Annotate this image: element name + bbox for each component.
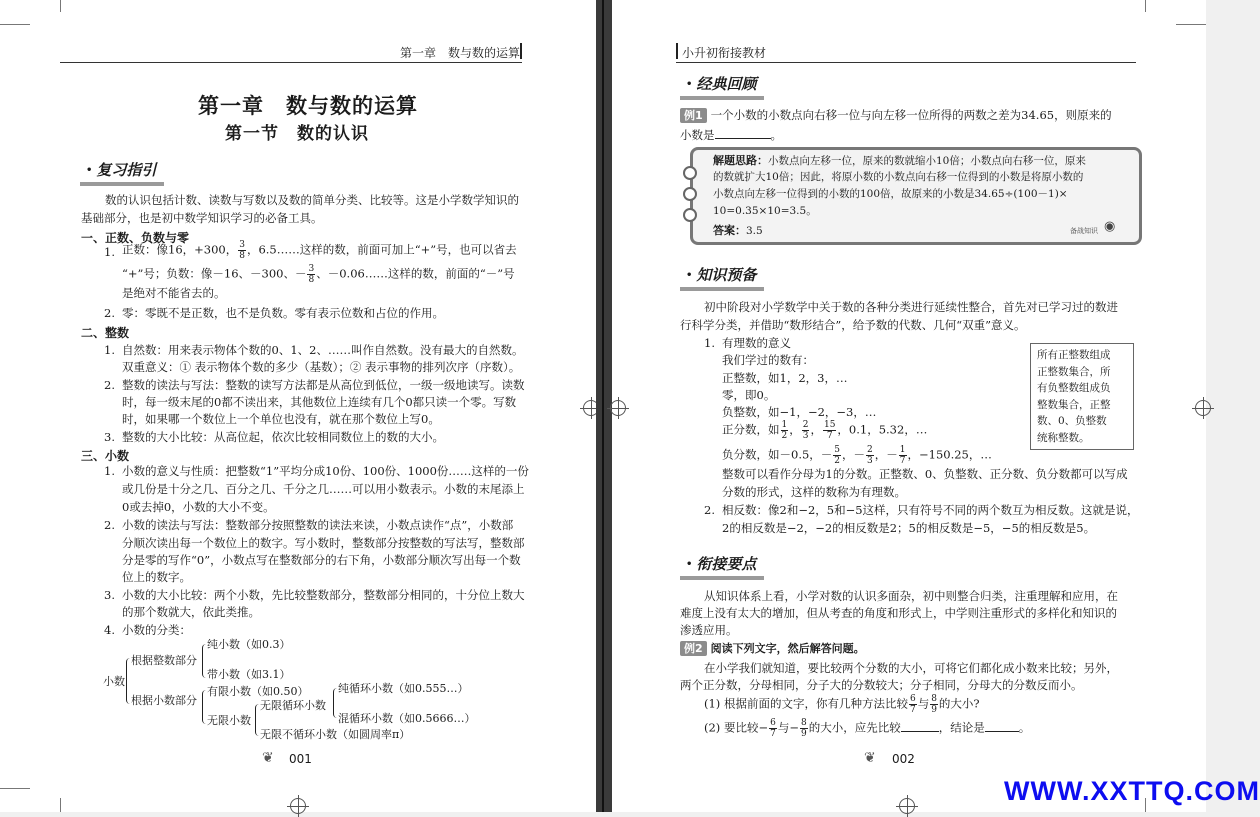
example-1-question: 例1 一个小数的小数点向右移一位与向左移一位所得的两数之差为34.65，则原来的: [680, 107, 1112, 124]
tab-classic-review: • 经典回顾: [680, 73, 764, 100]
list-item-line: 时，每一级末尾的0都不读出来，其他数位上连续有几个0都只读一个零。写数: [122, 395, 517, 409]
solution-line: 的数就扩大10倍；因此，将原小数的小数点向右移一位得到的小数是将原小数的: [713, 171, 1084, 183]
question-1: (1) 根据前面的文字，你有几种方法比较 $\frac{6}{7}$ 与 $\frac{8}{9}$ 的大小?: [704, 694, 980, 715]
list-item-line: 分顺次读出每一个数位上的数字。写小数时，整数部分按整数的写法写，整数部: [122, 536, 525, 550]
page-number: 001: [289, 752, 312, 766]
fraction: $\frac{2}{3}$: [802, 420, 809, 441]
paragraph-line: 初中阶段对小学数学中关于数的各种分类进行延续性整合，首先对已学习过的数进: [704, 300, 1118, 314]
side-note-line: 整数集合，正整: [1037, 398, 1111, 411]
example-label: 例2: [680, 641, 707, 656]
header-rule: [60, 62, 522, 63]
crop-mark: [0, 788, 30, 789]
list-item: 有理数的意义: [722, 336, 791, 350]
tab-bridging-points: • 衔接要点: [680, 553, 764, 580]
tree-node: 无限循环小数: [260, 699, 326, 712]
tree-node: 纯循环小数（如0.555…）: [338, 682, 469, 695]
answer-line: [713, 222, 763, 241]
registration-mark-icon: [290, 798, 306, 814]
example-2-question: 例2 阅读下列文字，然后解答问题。: [680, 640, 865, 657]
list-number: 2.: [104, 378, 115, 392]
fraction: $\frac{5}{2}$: [834, 445, 841, 466]
list-item-line: 负分数，如－0.5，－ $\frac{5}{2}$ ，－ $\frac{2}{3}$ ，－ $\frac{1}{7}$ ，−150.25，…: [722, 445, 992, 466]
list-item: 正数：像16，+300， $\frac{3}{8}$ ，6.5……这样的数，前面可加上“+”号，也可以省去: [122, 240, 517, 261]
list-item-line: 是绝对不能省去的。: [122, 286, 226, 300]
list-number: 3.: [104, 430, 115, 444]
tree-node: 无限小数: [207, 714, 251, 727]
tree-node: 纯小数（如0.3）: [207, 638, 291, 651]
fraction: $\frac{2}{3}$: [867, 445, 873, 466]
tree-node: 无限不循环小数（如圆周率π）: [260, 728, 411, 741]
paragraph-line: 在小学我们就知道，要比较两个分数的大小，可将它们都化成小数来比较；另外，: [704, 661, 1118, 675]
answer-value: 3.5: [746, 225, 763, 237]
tree-node: 根据小数部分: [131, 694, 197, 707]
fraction: $\frac{3}{8}$: [308, 264, 315, 285]
list-item: 整数的大小比较：从高位起，依次比较相同数位上的数的大小。: [122, 430, 444, 444]
tree-node: 带小数（如3.1）: [207, 668, 291, 681]
chapter-title: 第一章 数与数的运算: [198, 94, 418, 118]
binder-ring-icon: [683, 187, 697, 201]
crop-mark: [60, 0, 61, 12]
list-item: 整数的读法与写法：整数的读写方法都是从高位到低位，一级一级地读写。读数: [122, 378, 525, 392]
section-title: 第一节 数的认识: [225, 124, 369, 144]
intro-line-1: 数的认识包括计数、读数与写数以及数的简单分类、比较等。这是小学数学知识的: [105, 193, 519, 207]
side-note-line: 所有正整数组成: [1037, 349, 1111, 361]
heading-positive-negative-zero: 一、正数、负数与零: [81, 231, 190, 245]
solution-line: 解题思路：小数点向左移一位，原来的数就缩小10倍；小数点向右移一位，原来: [713, 154, 1086, 167]
header-bar: [676, 43, 678, 59]
paragraph-line: 从知识体系上看，小学对数的认识多面杂，初中则整合归类，注重理解和应用，在: [704, 589, 1118, 603]
list-item: 相反数：像2和−2，5和−5这样，只有符号不同的两个数互为相反数。这就是说，: [722, 503, 1139, 517]
heading-integers: 二、整数: [81, 326, 130, 340]
side-note-line: 正整数集合，所: [1037, 365, 1111, 378]
fraction: $\frac{3}{8}$: [239, 240, 245, 261]
registration-mark-icon: [899, 798, 915, 814]
fraction: $\frac{6}{7}$: [770, 718, 776, 739]
list-number: 3.: [104, 588, 115, 602]
example-label: 例1: [680, 108, 707, 123]
swirl-ornament-icon: ❦: [864, 750, 876, 766]
registration-mark-icon: [1195, 400, 1211, 416]
list-item-line: 或几份是十分之几、百分之几、千分之几……可以用小数表示。小数的末尾添上: [122, 482, 525, 496]
tab-review-guide: • 复习指引: [80, 159, 164, 186]
tree-root: 小数: [103, 675, 125, 688]
tab-knowledge-prep: • 知识预备: [680, 264, 764, 291]
answer-label: 答案：: [713, 224, 746, 237]
globe-icon: ◉: [1104, 219, 1116, 234]
list-number: 1.: [104, 343, 115, 357]
crop-mark: [1145, 0, 1146, 12]
fraction: $\frac{15}{7}$: [823, 420, 836, 441]
example-1-question-line: 小数是 。: [680, 128, 782, 142]
answer-blank: [901, 731, 939, 732]
binder-ring-icon: [683, 208, 697, 222]
list-number: 2.: [104, 306, 115, 320]
fraction: $\frac{8}{9}$: [931, 694, 937, 715]
answer-blank: [985, 731, 1019, 732]
solution-line: 小数点向左移一位得到的小数的100倍，故原来的小数是34.65÷(100－1)×: [713, 188, 1068, 200]
paragraph-line: 难度上没有太大的增加，但从考查的角度和形式上，中学则注重形式的多样化和知识的: [680, 606, 1117, 620]
tree-node: 根据整数部分: [131, 654, 197, 667]
list-item-line: 0或去掉0，小数的大小不变。: [122, 500, 275, 514]
list-item: 自然数：用来表示物体个数的0、1、2、……叫作自然数。没有最大的自然数。: [122, 343, 524, 357]
solution-line: 10=0.35×10=3.5。: [713, 205, 817, 217]
list-item: 小数的意义与性质：把整数“1”平均分成10份、100份、1000份……这样的一份: [122, 464, 529, 478]
answer-blank: [715, 138, 771, 139]
intro-line-2: 基础部分，也是初中数学知识学习的必备工具。: [81, 211, 323, 225]
crop-mark: [60, 798, 61, 812]
list-item: 零：零既不是正数，也不是负数。零有表示位数和占位的作用。: [122, 306, 444, 320]
list-item-line: 我们学过的数有：: [722, 353, 814, 367]
list-item-line: 正整数，如1，2，3，…: [722, 371, 848, 385]
binder-ring-icon: [683, 166, 697, 180]
header-bar: [520, 43, 522, 59]
crop-mark: [0, 24, 30, 25]
list-item-line: 负整数，如−1，−2，−3，…: [722, 405, 877, 419]
list-number: 1.: [104, 245, 115, 259]
crop-mark: [1176, 24, 1206, 25]
list-number: 1.: [104, 464, 115, 478]
header-rule: [676, 62, 1136, 63]
solution-label: 解题思路：: [713, 154, 768, 167]
tree-node: 有限小数（如0.50）: [207, 685, 309, 698]
side-note-line: 数、0、负整数: [1037, 415, 1107, 427]
heading-decimals: 三、小数: [81, 449, 130, 463]
page-number: 002: [892, 752, 915, 766]
registration-mark-icon: [610, 400, 626, 416]
question-2: (2) 要比较− $\frac{6}{7}$ 与− $\frac{8}{9}$ 的大小，应先比较 ，结论是 。: [704, 718, 1031, 739]
watermark: WWW.XXTTQ.COM: [1004, 776, 1260, 806]
right-page: [612, 0, 1206, 812]
running-header: 小升初衔接教材: [682, 46, 767, 60]
list-item-line: 分数的形式，这样的数称为有理数。: [722, 485, 906, 499]
tree-node: 混循环小数（如0.5666…）: [338, 712, 476, 725]
list-item-line: 2的相反数是−2，−2的相反数是2；5的相反数是−5，−5的相反数是5。: [722, 521, 1096, 535]
running-header: 第一章 数与数的运算: [400, 46, 521, 60]
list-item-line: 位上的数字。: [122, 570, 191, 584]
fraction: $\frac{6}{7}$: [909, 694, 916, 715]
list-item: 小数的大小比较：两个小数，先比较整数部分，整数部分相同的，十分位上数大: [122, 588, 525, 602]
side-note-line: 统称整数。: [1037, 431, 1090, 444]
fraction: $\frac{8}{9}$: [800, 718, 807, 739]
paragraph-line: 两个正分数，分母相同，分子大的分数较大；分子相同，分母大的分数反而小。: [680, 678, 1083, 692]
left-page: [0, 0, 596, 812]
badge-text: 备战知识: [1070, 227, 1098, 235]
paragraph-line: 行科学分类，并借助“数形结合”，给予数的代数、几何“双重”意义。: [680, 318, 1026, 332]
swirl-ornament-icon: ❦: [262, 750, 274, 766]
side-note-line: 有负整数组成负: [1037, 382, 1111, 394]
list-number: 2.: [704, 503, 715, 517]
list-item-line: 正分数，如 $\frac{1}{2}$ ， $\frac{2}{3}$ ， $\frac{15}{7}$ ，0.1，5.32，…: [722, 420, 928, 441]
paragraph-line: 渗透应用。: [680, 623, 738, 637]
list-item: 小数的分类：: [122, 623, 191, 637]
list-item-line: 时，如果哪一个数位上一个单位也没有，就在那个数位上写0。: [122, 412, 440, 426]
fraction: $\frac{1}{2}$: [781, 420, 788, 441]
list-number: 1.: [704, 336, 715, 350]
list-item-line: “+”号；负数：像－16、－300、－ $\frac{3}{8}$ 、－0.06……这样的数，前面的“－”号: [122, 264, 515, 285]
list-number: 4.: [104, 623, 115, 637]
list-item-line: 整数可以看作分母为1的分数。正整数、0、负整数、正分数、负分数都可以写成: [722, 467, 1128, 481]
list-item: 小数的读法与写法：整数部分按照整数的读法来读，小数点读作“点”，小数部: [122, 518, 514, 532]
list-item-line: 双重意义：① 表示物体个数的多少（基数）；② 表示事物的排列次序（序数）。: [122, 360, 521, 374]
list-item-line: 零，即0。: [722, 388, 776, 402]
side-note-box: [1030, 343, 1134, 450]
list-item-line: 分是零的写作“0”，小数点写在整数部分的右下角，小数部分顺次写出每一个数: [122, 553, 521, 567]
list-number: 2.: [104, 518, 115, 532]
list-item-line: 的那个数就大，依此类推。: [122, 605, 260, 619]
fraction: $\frac{1}{7}$: [899, 445, 906, 466]
